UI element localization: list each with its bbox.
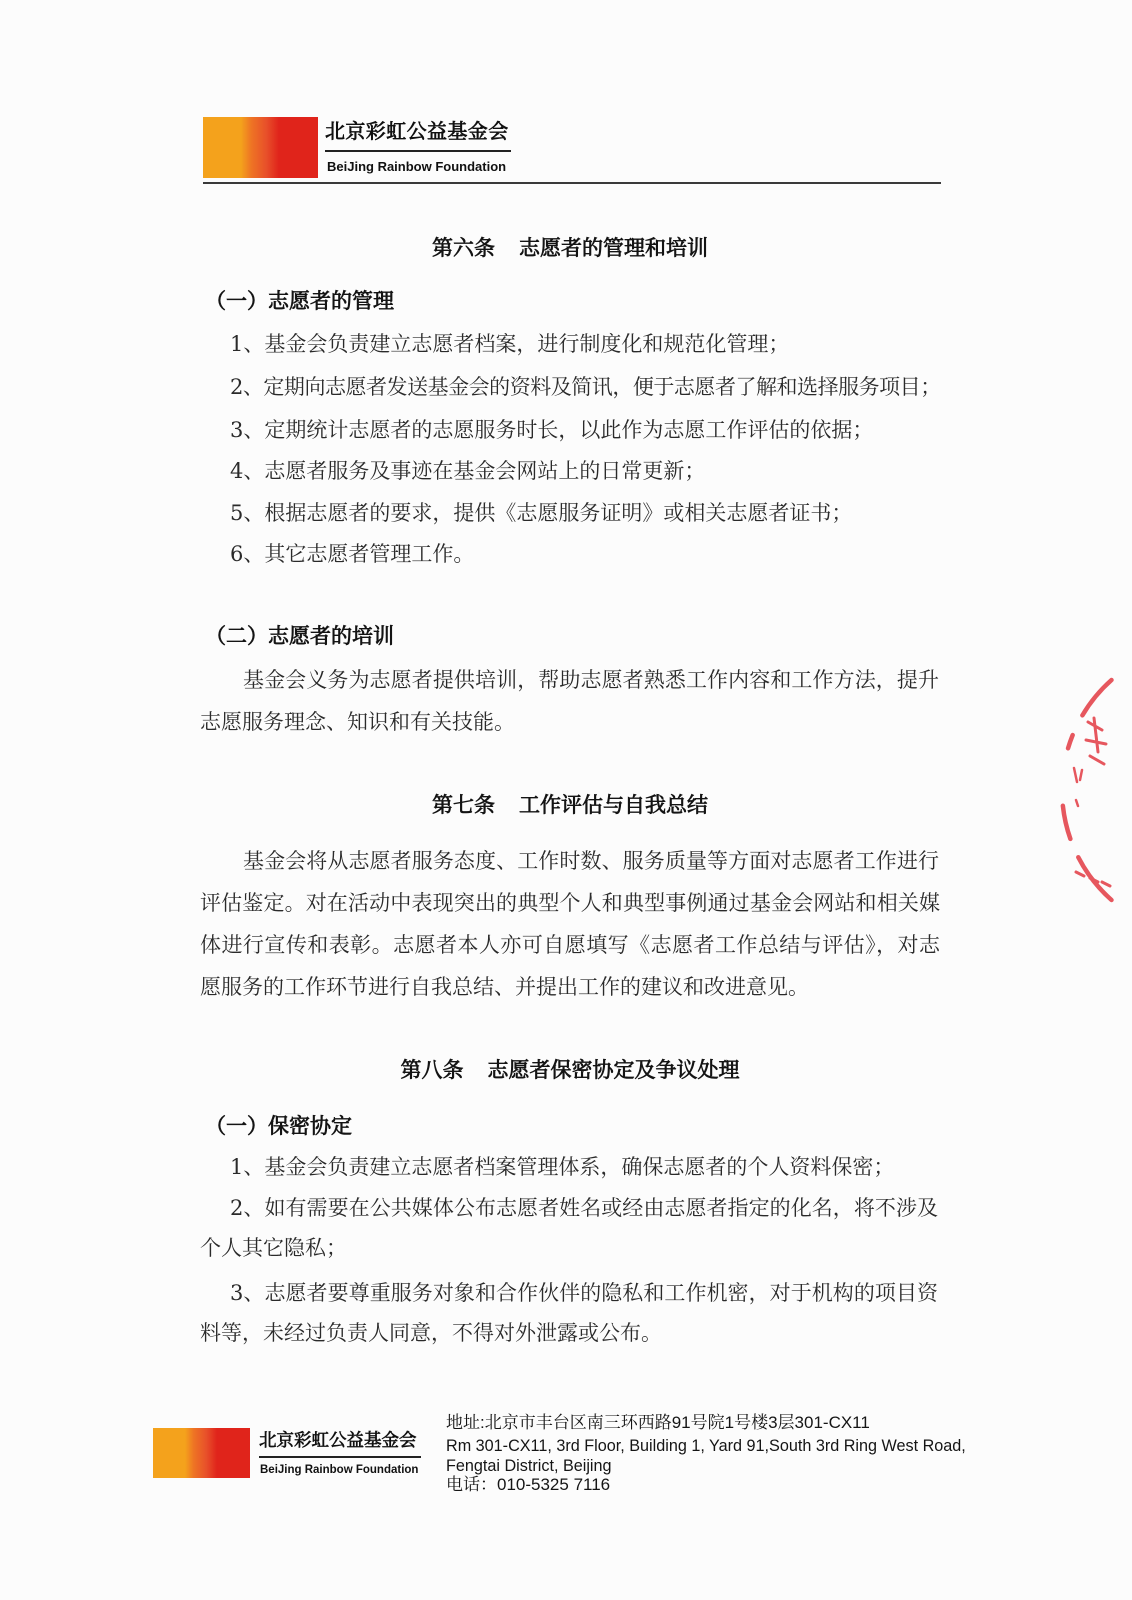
seal-fragment [1074, 768, 1082, 806]
article8-title: 志愿者保密协定及争议处理 [487, 1058, 740, 1082]
article6-heading [200, 233, 940, 263]
article7-line-2: 评估鉴定。对在活动中表现突出的典型个人和典型事例通过基金会网站和相关媒 [200, 891, 940, 915]
seal-ring [1062, 680, 1111, 900]
footer-org-name-cn: 北京彩虹公益基金会 [259, 1431, 417, 1451]
article7-number: 第七条 [432, 793, 495, 817]
footer-logo-mark [153, 1428, 250, 1478]
footer-org-name-en: BeiJing Rainbow Foundation [260, 1464, 419, 1476]
article8-item-3-line-1: 3、志愿者要尊重服务对象和合作伙伴的隐私和工作机密，对于机构的项目资 [230, 1281, 938, 1305]
header-logo-mark [203, 117, 318, 178]
seal-stamp [1040, 660, 1132, 920]
article8-section1-heading: （一）保密协定 [205, 1114, 352, 1138]
footer-address-cn: 地址:北京市丰台区南三环西路91号院1号楼3层301-CX11 [446, 1413, 870, 1432]
article7-line-3: 体进行宣传和表彰。志愿者本人亦可自愿填写《志愿者工作总结与评估》，对志 [200, 933, 940, 957]
article6-section1-heading: （一）志愿者的管理 [205, 289, 394, 313]
header-org-name-en: BeiJing Rainbow Foundation [327, 159, 507, 174]
article6-section2-line-2: 志愿服务理念、知识和有关技能。 [200, 710, 515, 734]
article8-item-2-line-2: 个人其它隐私； [200, 1236, 347, 1260]
article8-item-3-line-2: 料等，未经过负责人同意，不得对外泄露或公布。 [200, 1321, 662, 1345]
article6-item-6: 6、其它志愿者管理工作。 [230, 542, 475, 566]
article6-item-5: 5、根据志愿者的要求，提供《志愿服务证明》或相关志愿者证书； [230, 501, 853, 525]
footer-address-en-line-2: Fengtai District, Beijing [446, 1457, 612, 1475]
article8-heading [200, 1055, 940, 1085]
article6-item-1: 1、基金会负责建立志愿者档案，进行制度化和规范化管理； [230, 332, 790, 356]
article7-title: 工作评估与自我总结 [519, 793, 708, 817]
article7-heading [200, 790, 940, 820]
article6-section2-heading: （二）志愿者的培训 [205, 624, 394, 648]
article6-item-2: 2、定期向志愿者发送基金会的资料及简讯，便于志愿者了解和选择服务项目； [230, 375, 940, 399]
header-logo-underline [325, 150, 511, 152]
header-divider [203, 182, 941, 184]
header-org-name-cn: 北京彩虹公益基金会 [325, 119, 509, 143]
article7-line-1: 基金会将从志愿者服务态度、工作时数、服务质量等方面对志愿者工作进行 [243, 849, 939, 873]
article6-title: 志愿者的管理和培训 [519, 236, 708, 260]
article8-item-2-line-1: 2、如有需要在公共媒体公布志愿者姓名或经由志愿者指定的化名，将不涉及 [230, 1196, 938, 1220]
seal-fragment [1086, 718, 1106, 764]
article8-item-1: 1、基金会负责建立志愿者档案管理体系，确保志愿者的个人资料保密； [230, 1155, 895, 1179]
article6-item-4: 4、志愿者服务及事迹在基金会网站上的日常更新； [230, 459, 706, 483]
footer-phone: 电话：010-5325 7116 [446, 1475, 611, 1494]
footer-address-en-line-1: Rm 301-CX11, 3rd Floor, Building 1, Yard 91,South 3rd Ring West Road, [446, 1437, 966, 1455]
article8-number: 第八条 [400, 1058, 464, 1082]
article6-item-3: 3、定期统计志愿者的志愿服务时长，以此作为志愿工作评估的依据； [230, 418, 874, 442]
article6-section2-line-1: 基金会义务为志愿者提供培训，帮助志愿者熟悉工作内容和工作方法，提升 [243, 668, 939, 692]
article6-number: 第六条 [432, 236, 495, 260]
article7-line-4: 愿服务的工作环节进行自我总结、并提出工作的建议和改进意见。 [200, 975, 809, 999]
footer-logo-underline [259, 1456, 421, 1458]
